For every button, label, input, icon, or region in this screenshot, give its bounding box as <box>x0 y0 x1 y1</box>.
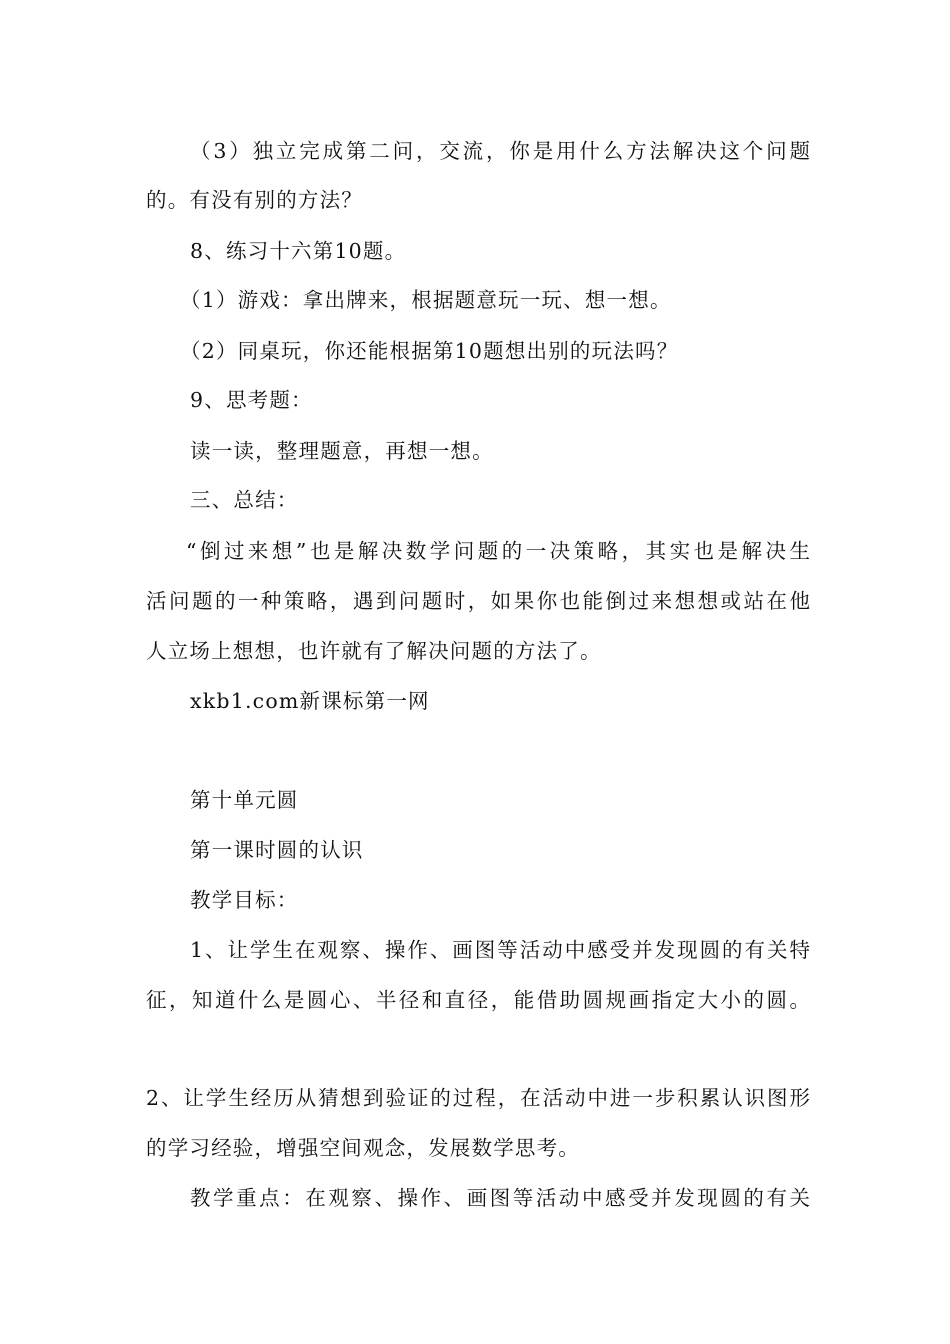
paragraph-line: （3）独立完成第二问，交流，你是用什么方法解决这个问题 <box>190 139 810 163</box>
paragraph-line: 征，知道什么是圆心、半径和直径，能借助圆规画指定大小的圆。 <box>146 988 810 1012</box>
watermark-text: xkb1.com新课标第一网 <box>190 689 430 713</box>
paragraph-line: 的学习经验，增强空间观念，发展数学思考。 <box>146 1136 580 1160</box>
section-heading: 三、总结： <box>190 488 299 512</box>
paragraph-line: 2、让学生经历从猜想到验证的过程，在活动中进一步积累认识图形 <box>146 1086 810 1110</box>
paragraph-line: 9、思考题： <box>190 388 313 412</box>
paragraph-line: 8、练习十六第10题。 <box>190 239 407 263</box>
paragraph-line: 读一读，整理题意，再想一想。 <box>190 439 494 463</box>
paragraph-line: 教学重点：在观察、操作、画图等活动中感受并发现圆的有关 <box>190 1186 810 1210</box>
paragraph-line: 人立场上想想，也许就有了解决问题的方法了。 <box>146 639 602 663</box>
paragraph-line: （1）游戏：拿出牌来，根据题意玩一玩、想一想。 <box>180 288 672 312</box>
paragraph-line: 1、让学生在观察、操作、画图等活动中感受并发现圆的有关特 <box>190 938 810 962</box>
lesson-title: 第一课时圆的认识 <box>190 838 364 862</box>
paragraph-line: “倒过来想”也是解决数学问题的一决策略，其实也是解决生 <box>186 539 810 563</box>
paragraph-line: 的。有没有别的方法？ <box>146 188 363 212</box>
section-heading: 教学目标： <box>190 888 299 912</box>
paragraph-line: 活问题的一种策略，遇到问题时，如果你也能倒过来想想或站在他 <box>146 589 810 613</box>
paragraph-line: （2）同桌玩，你还能根据第10题想出别的玩法吗？ <box>180 339 679 363</box>
unit-title: 第十单元圆 <box>190 788 299 812</box>
